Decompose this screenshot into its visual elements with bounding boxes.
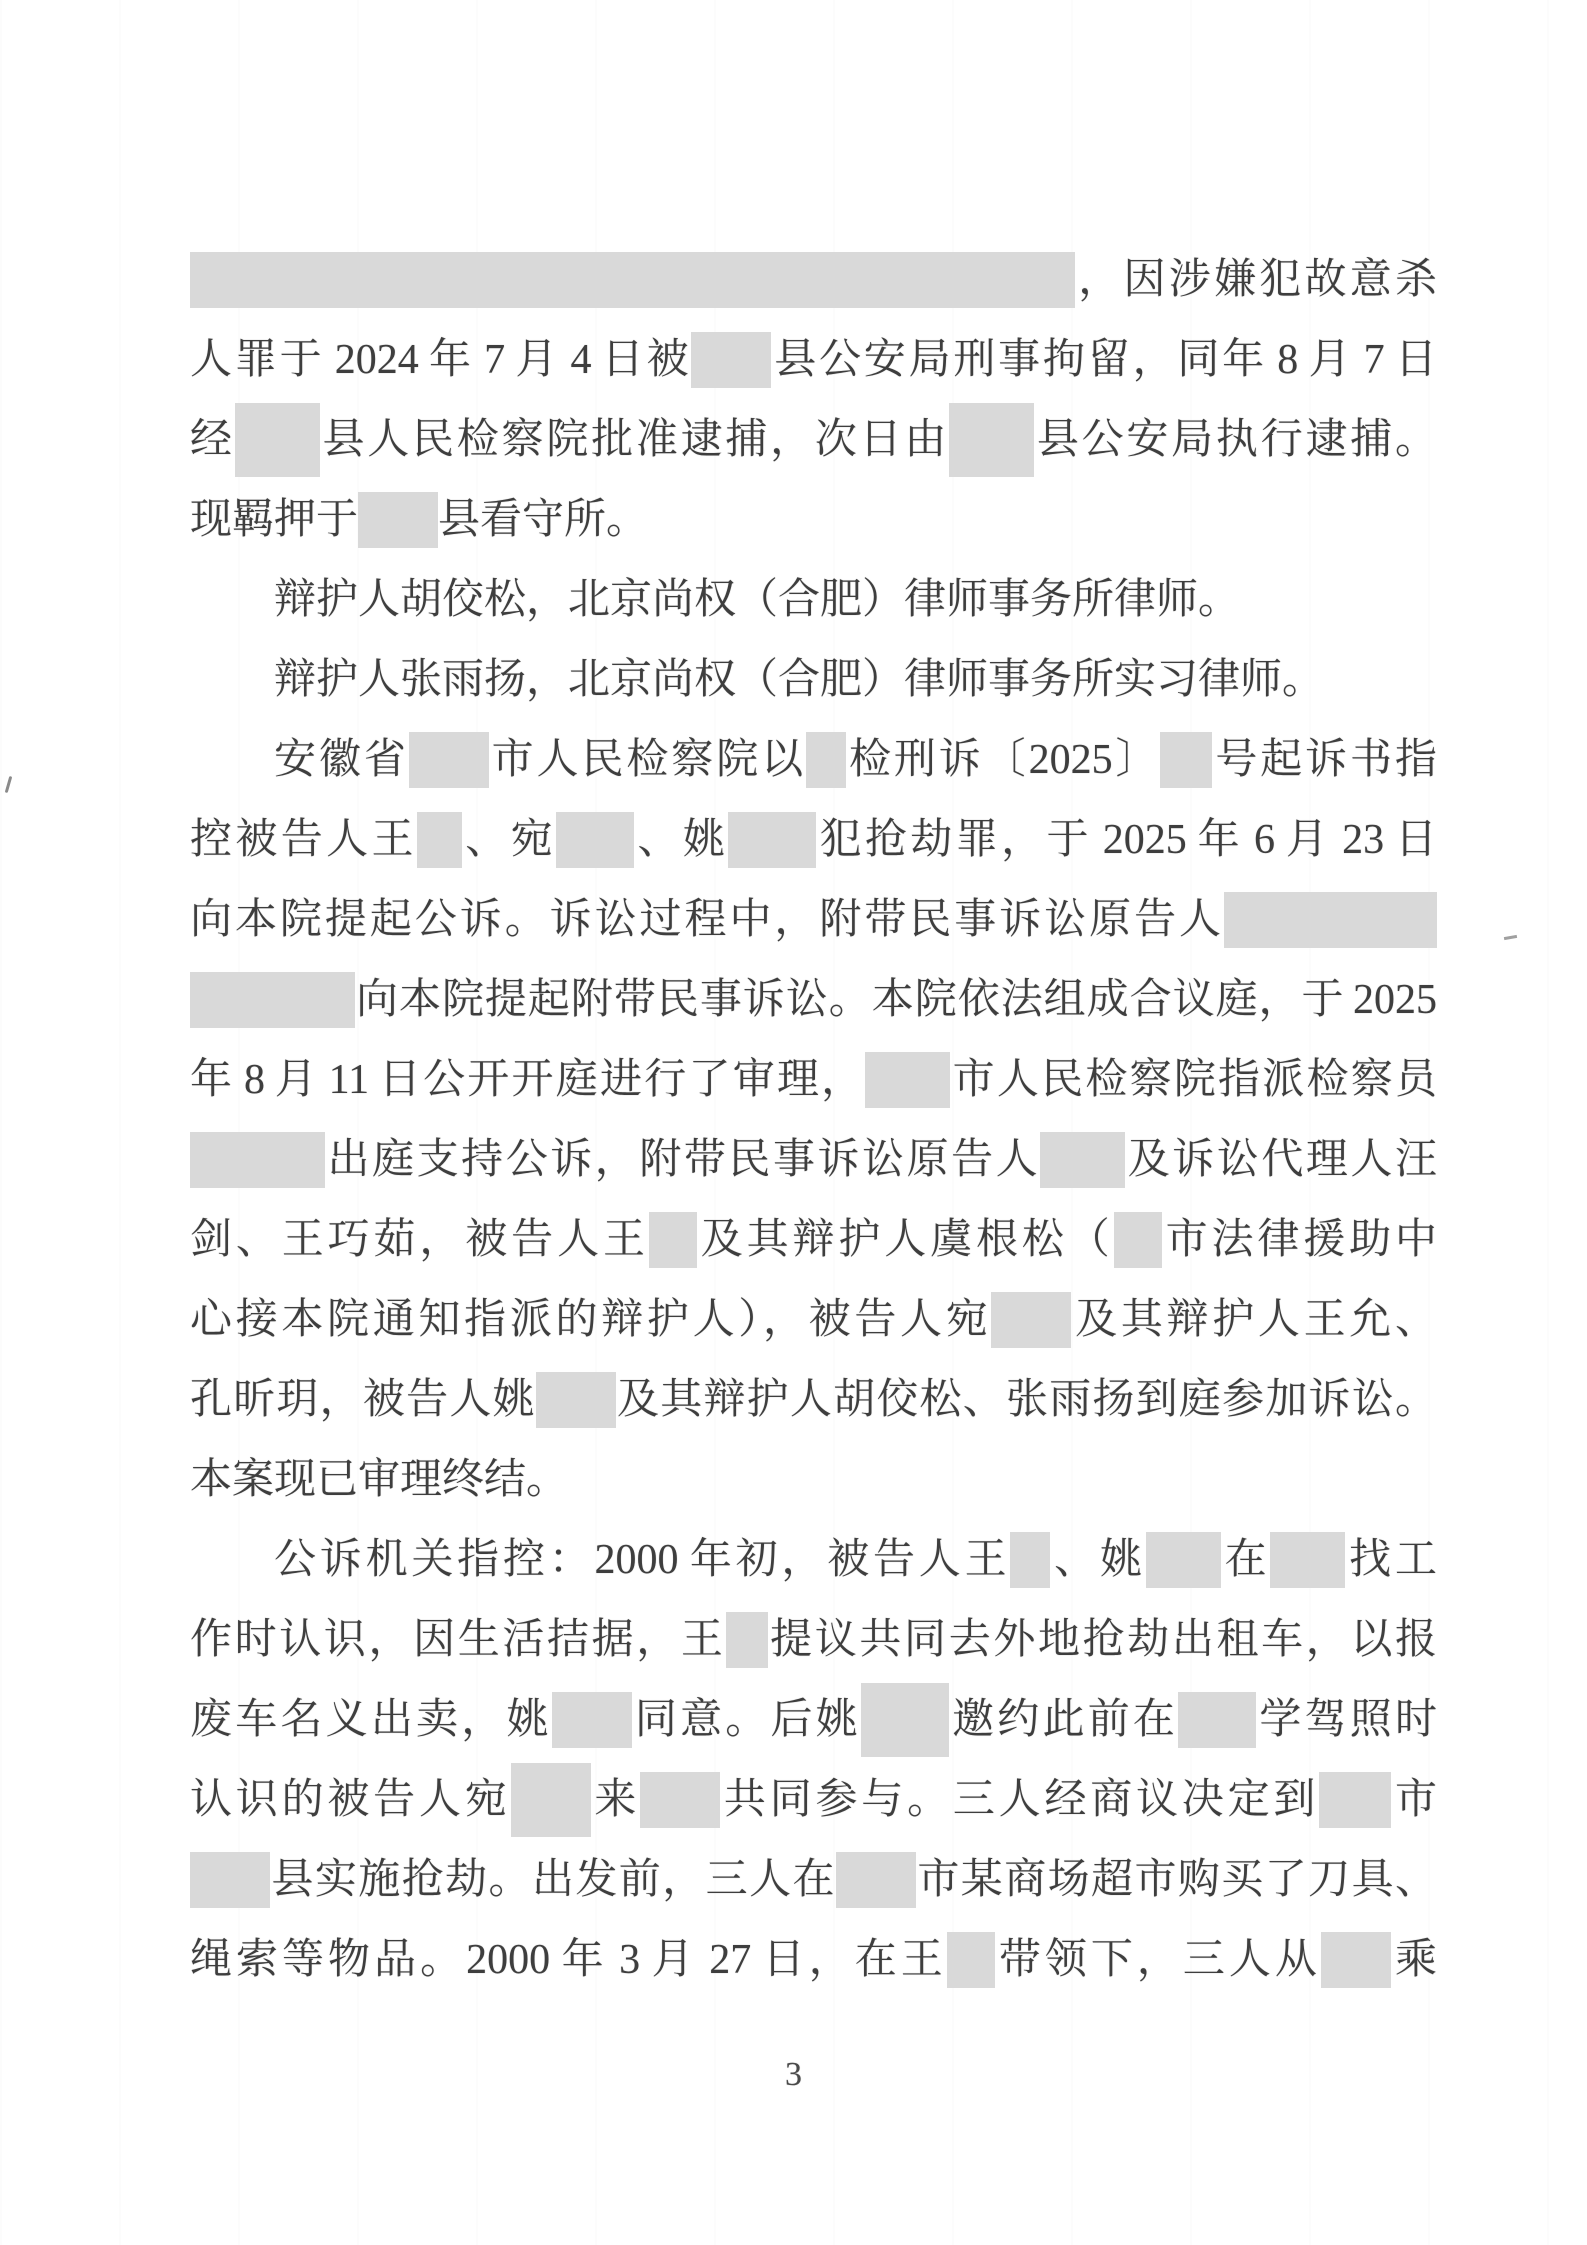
redaction-block <box>1010 1532 1050 1588</box>
redaction-block <box>649 1212 697 1268</box>
text-segment: 公诉机关指控：2000 年初，被告人王 <box>274 1537 1011 1583</box>
text-line <box>190 1040 1437 1120</box>
text-segment: 经 <box>190 417 235 463</box>
text-segment: 县人民检察院批准逮捕，次日由 <box>319 417 950 463</box>
text-segment: 年 8 月 11 日公开开庭进行了审理， <box>190 1057 866 1103</box>
text-segment: 出庭支持公诉，附带民事诉讼原告人 <box>325 1137 1041 1183</box>
text-segment: 及其辩护人王允、 <box>1071 1297 1437 1343</box>
text-segment: 、姚 <box>1050 1537 1146 1583</box>
text-line <box>190 240 1437 320</box>
scan-artifact-slash <box>5 776 13 793</box>
text-line <box>190 480 1437 560</box>
redaction-block <box>1224 892 1437 948</box>
redaction-block <box>949 403 1034 477</box>
text-segment: 控被告人王 <box>190 817 417 863</box>
redaction-block <box>190 1132 325 1188</box>
redaction-block <box>1146 1532 1221 1588</box>
redaction-block <box>991 1292 1071 1348</box>
text-segment: 现羁押于 <box>190 497 359 543</box>
text-line <box>190 1680 1437 1760</box>
redaction-block <box>235 403 320 477</box>
text-segment: 市人民检察院指派检察员 <box>950 1057 1437 1103</box>
text-segment: 孔昕玥，被告人姚 <box>190 1377 536 1423</box>
text-segment: 人罪于 2024 年 7 月 4 日被 <box>190 337 692 383</box>
text-line <box>190 1280 1437 1360</box>
redaction-block <box>556 812 634 868</box>
text-segment: 及其辩护人胡佼松、张雨扬到庭参加诉讼。 <box>615 1377 1437 1423</box>
text-line <box>190 1440 1437 1520</box>
text-segment: 及诉讼代理人汪 <box>1125 1137 1437 1183</box>
redaction-block <box>726 1612 768 1668</box>
text-segment: 共同参与。三人经商议决定到 <box>720 1777 1320 1823</box>
text-segment: 在 <box>1220 1537 1271 1583</box>
text-segment: 县公安局刑事拘留，同年 8 月 7 日 <box>771 337 1437 383</box>
text-line <box>190 640 1437 720</box>
text-line <box>190 800 1437 880</box>
redaction-block <box>728 812 816 868</box>
text-line <box>190 1600 1437 1680</box>
text-segment: 县实施抢劫。出发前，三人在 <box>270 1857 836 1903</box>
text-segment: 市某商场超市购买了刀具、 <box>915 1857 1437 1903</box>
text-segment: 乘 <box>1390 1937 1437 1983</box>
text-segment: 绳索等物品。2000 年 3 月 27 日，在王 <box>190 1937 947 1983</box>
text-segment: 市法律援助中 <box>1161 1217 1437 1263</box>
redaction-block <box>358 492 438 548</box>
text-segment: 安徽省 <box>274 737 409 783</box>
redaction-block <box>190 972 355 1028</box>
redaction-block <box>1040 1132 1125 1188</box>
redaction-block <box>947 1932 995 1988</box>
redaction-block <box>536 1372 616 1428</box>
text-segment: 废车名义出卖，姚 <box>190 1697 552 1743</box>
text-segment: ，因涉嫌犯故意杀 <box>1075 257 1437 303</box>
text-line <box>190 560 1437 640</box>
text-segment: 来 <box>590 1777 641 1823</box>
text-segment: 学驾照时 <box>1256 1697 1437 1743</box>
redaction-block <box>417 812 462 868</box>
text-segment: 带领下，三人从 <box>994 1937 1321 1983</box>
text-segment: 心接本院通知指派的辩护人），被告人宛 <box>190 1297 992 1343</box>
text-segment: 、宛 <box>461 817 557 863</box>
redaction-block <box>190 252 1075 308</box>
document-lines <box>190 240 1437 2000</box>
redaction-block <box>1319 1772 1391 1828</box>
text-line <box>190 720 1437 800</box>
redaction-block <box>552 1692 632 1748</box>
redaction-block <box>806 732 846 788</box>
text-segment: 邀约此前在 <box>948 1697 1179 1743</box>
text-segment: 市 <box>1391 1777 1437 1823</box>
text-line <box>190 1520 1437 1600</box>
redaction-block <box>640 1772 720 1828</box>
text-segment: 号起诉书指 <box>1212 737 1437 783</box>
text-segment: 及其辩护人虞根松（ <box>696 1217 1114 1263</box>
scan-artifact-dash <box>1504 935 1517 940</box>
redaction-block <box>1114 1212 1162 1268</box>
redaction-block <box>1321 1932 1391 1988</box>
text-line <box>190 1760 1437 1840</box>
redaction-block <box>1160 732 1212 788</box>
text-segment: 作时认识，因生活拮据，王 <box>190 1617 726 1663</box>
text-line <box>190 320 1437 400</box>
text-segment: 犯抢劫罪，于 2025 年 6 月 23 日 <box>816 817 1437 863</box>
text-segment: 县看守所。 <box>438 497 649 543</box>
text-segment: 同意。后姚 <box>631 1697 861 1743</box>
text-line <box>190 960 1437 1040</box>
text-segment: 本案现已审理终结。 <box>190 1457 569 1503</box>
text-segment: 辩护人胡佼松，北京尚权（合肥）律师事务所律师。 <box>274 577 1241 623</box>
text-segment: 检刑诉〔2025〕 <box>846 737 1161 783</box>
redaction-block <box>409 732 489 788</box>
redaction-block <box>1270 1532 1345 1588</box>
text-segment: 找工 <box>1345 1537 1437 1583</box>
text-line <box>190 400 1437 480</box>
text-segment: 县公安局执行逮捕。 <box>1034 417 1437 463</box>
text-segment: 市人民检察院以 <box>488 737 807 783</box>
redaction-block <box>865 1052 950 1108</box>
page-number: 3 <box>785 2056 802 2093</box>
text-line <box>190 1200 1437 1280</box>
text-line <box>190 1920 1437 2000</box>
redaction-block <box>836 1852 916 1908</box>
text-segment: 、姚 <box>634 817 729 863</box>
text-segment: 辩护人张雨扬，北京尚权（合肥）律师事务所实习律师。 <box>274 657 1325 703</box>
text-segment: 向本院提起公诉。诉讼过程中，附带民事诉讼原告人 <box>190 897 1224 943</box>
text-segment: 剑、王巧茹，被告人王 <box>190 1217 649 1263</box>
text-segment: 向本院提起附带民事诉讼。本院依法组成合议庭，于 2025 <box>355 977 1437 1023</box>
text-line <box>190 1120 1437 1200</box>
text-line <box>190 880 1437 960</box>
redaction-block <box>511 1763 591 1837</box>
text-line <box>190 1840 1437 1920</box>
redaction-block <box>861 1683 949 1757</box>
redaction-block <box>190 1852 270 1908</box>
redaction-block <box>691 332 771 388</box>
redaction-block <box>1178 1692 1256 1748</box>
text-segment: 认识的被告人宛 <box>190 1777 511 1823</box>
text-segment: 提议共同去外地抢劫出租车，以报 <box>767 1617 1437 1663</box>
text-line <box>190 1360 1437 1440</box>
